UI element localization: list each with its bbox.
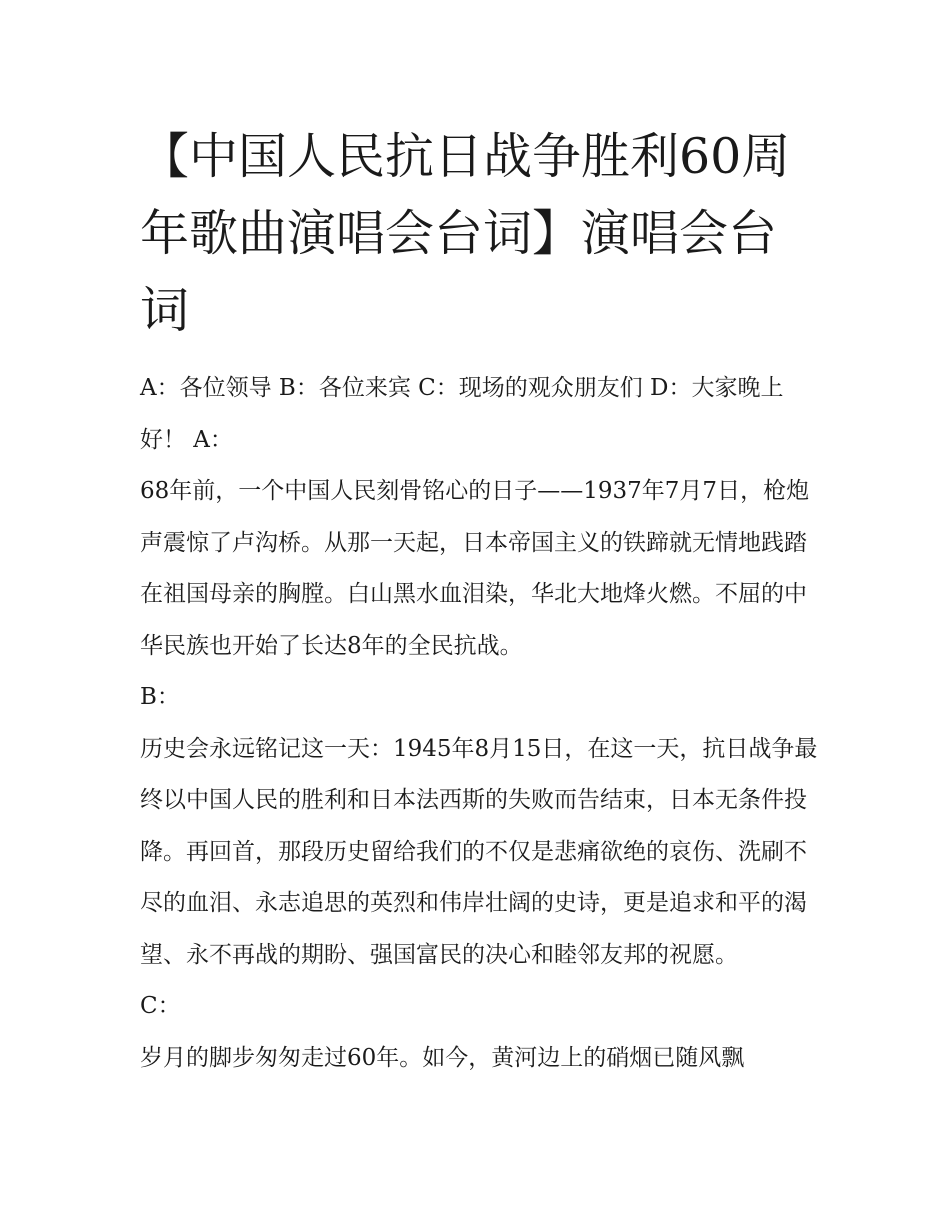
- speaker-label-b: B：: [140, 684, 180, 710]
- paragraph-1937: 68年前，一个中国人民刻骨铭心的日子——1937年7月7日，枪炮声震惊了卢沟桥。从那一天起，日本帝国主义的铁蹄就无情地践踏在祖国母亲的胸膛。白山黑水血泪染，华北大地烽火燃。不屈的中华民族也开始了长达8年的全民抗战。: [140, 478, 810, 659]
- paragraph-greeting: A：各位领导 B：各位来宾 C：现场的观众朋友们 D：大家晚上好！ A：: [140, 375, 784, 453]
- paragraph-60-years: 岁月的脚步匆匆走过60年。如今，黄河边上的硝烟已随风飘: [140, 1044, 745, 1071]
- document-title: 【中国人民抗日战争胜利60周年歌曲演唱会台词】演唱会台词: [140, 128, 791, 339]
- speaker-label-c: C：: [140, 993, 181, 1019]
- document-page: [140, 118, 820, 1084]
- paragraph-1945: 历史会永远铭记这一天：1945年8月15日，在这一天，抗日战争最终以中国人民的胜利和日本法西斯的失败而告结束，日本无条件投降。再回首，那段历史留给我们的不仅是悲痛欲绝的哀伤、洗刷不尽的血泪、永志追思的英烈和伟岸壮阔的史诗，更是追求和平的渴望、永不再战的期盼、强国富民的决心和睦邻友邦的祝愿。: [140, 735, 818, 968]
